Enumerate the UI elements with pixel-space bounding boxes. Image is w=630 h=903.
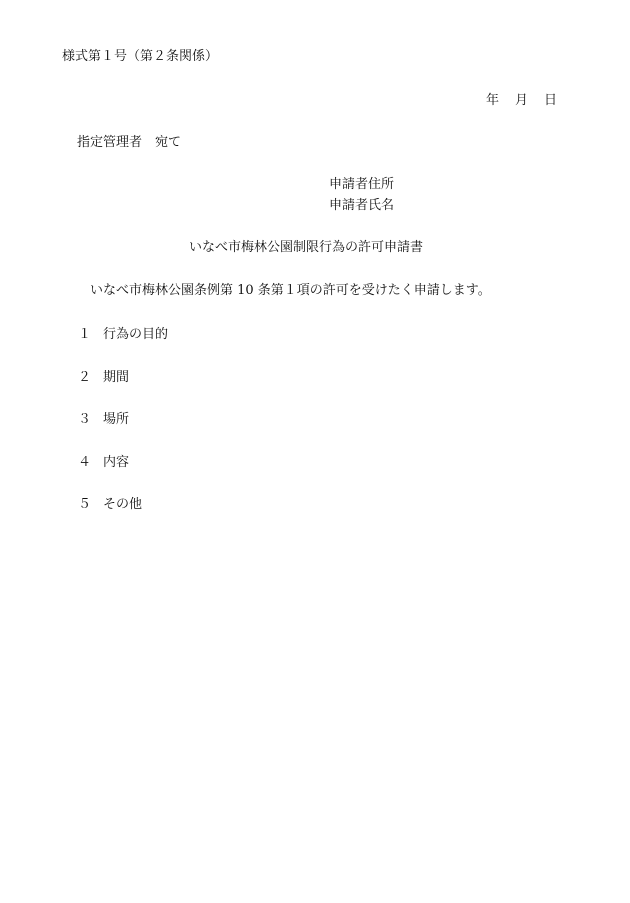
- list-item: [78, 370, 168, 413]
- applicant-name-label: 申請者氏名: [329, 198, 395, 213]
- item-label: 行為の目的: [103, 327, 169, 342]
- item-number: １: [78, 327, 92, 342]
- day-label: 日: [543, 93, 557, 108]
- item-number: ４: [78, 454, 92, 470]
- applicant-address-label: 申請者住所: [329, 177, 395, 192]
- item-label: その他: [103, 497, 143, 512]
- item-label: 場所: [103, 412, 130, 427]
- item-number: ３: [78, 412, 92, 427]
- item-number: ５: [78, 497, 92, 512]
- item-number: ２: [78, 369, 92, 385]
- item-list: [78, 327, 168, 540]
- year-label: 年: [485, 93, 499, 108]
- item-label: 内容: [103, 454, 130, 470]
- addressee-suffix: 宛て: [155, 135, 182, 150]
- list-item: [78, 455, 168, 498]
- form-number: 様式第１号（第２条関係）: [62, 49, 219, 64]
- list-item: [78, 412, 168, 455]
- month-label: 月: [514, 93, 528, 108]
- list-item: [78, 497, 168, 540]
- list-item: [78, 327, 168, 370]
- addressee: [77, 135, 181, 152]
- body-text: いなべ市梅林公園条例第 10 条第１項の許可を受けたく申請します。: [90, 283, 491, 298]
- date-line: [486, 93, 557, 110]
- addressee-name: 指定管理者: [77, 135, 143, 150]
- document-title: いなべ市梅林公園制限行為の許可申請書: [189, 240, 424, 255]
- item-label: 期間: [103, 369, 130, 385]
